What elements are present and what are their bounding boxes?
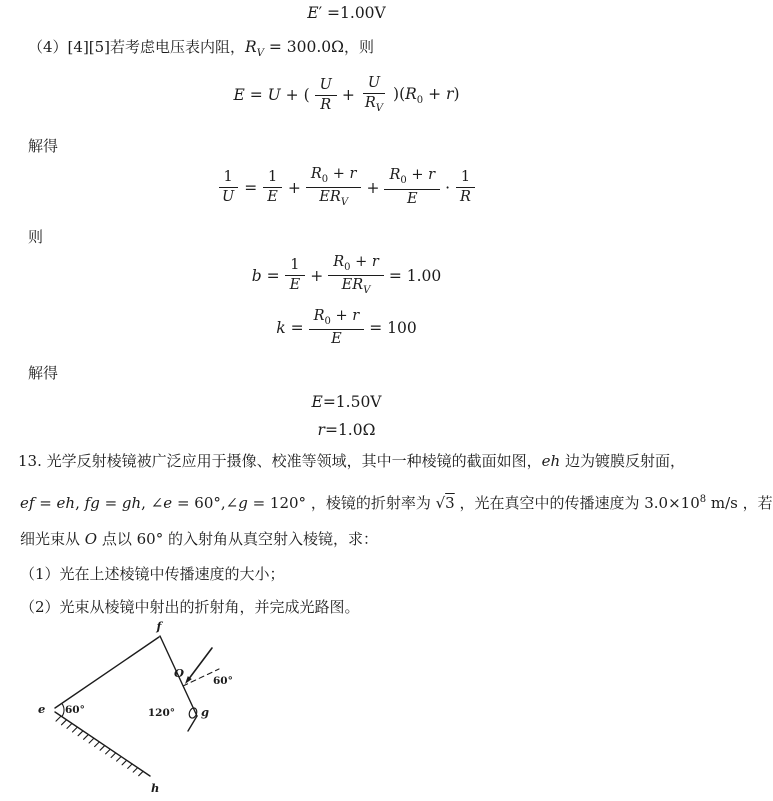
fraction	[262, 170, 283, 205]
result-internal-resistance-value: r=1.0Ω	[317, 421, 376, 439]
fraction-numerator: U	[315, 78, 337, 96]
fraction-numerator: 1	[285, 258, 304, 276]
fraction-numerator: $R_0 + r$	[328, 255, 384, 276]
math-term: k =	[276, 319, 304, 338]
math-term: = 1.00	[388, 266, 442, 285]
fraction-denominator: R	[460, 189, 471, 206]
fraction-numerator: 1	[219, 170, 238, 188]
incident-ray	[188, 648, 212, 680]
label-then: 则	[28, 228, 44, 246]
fraction-numerator: $R_0 + r$	[309, 309, 365, 330]
mirror-hatching	[56, 717, 143, 776]
prism-diagram	[25, 614, 305, 801]
vertex-label-e: e	[38, 702, 46, 716]
prism-edge-ef	[55, 637, 159, 708]
fraction-numerator: 1	[456, 170, 475, 188]
fraction-denominator: E	[267, 189, 278, 206]
eq-e-prime-result: E′ =1.00V	[307, 4, 386, 22]
fraction-denominator: $ER_V$	[319, 189, 349, 209]
fraction-numerator: 1	[263, 170, 282, 188]
label-solve-1: 解得	[28, 137, 59, 155]
fraction-denominator: R	[320, 96, 332, 113]
fraction-numerator: U	[363, 76, 385, 94]
math-term: +	[341, 86, 355, 105]
fraction-numerator: $R_0 + r$	[384, 168, 440, 189]
fraction-denominator: U	[222, 189, 235, 206]
math-term: = 100	[369, 319, 417, 338]
angle-label-incidence-60: 60°	[213, 675, 233, 687]
math-term: E = U + (	[233, 86, 310, 105]
prism-edge-eh-mirror	[55, 712, 150, 776]
line4-text-post: ，则	[344, 38, 375, 56]
formula-slope-k	[0, 309, 693, 348]
fraction-denominator: E	[406, 190, 418, 207]
fraction-denominator: E	[331, 331, 342, 348]
angle-arc-e	[62, 704, 64, 716]
fraction	[384, 168, 440, 207]
question-13-item-1: （1）光在上述棱镜中传播速度的大小；	[20, 565, 285, 583]
fraction	[360, 76, 388, 115]
point-label-o: O	[173, 666, 185, 680]
vertex-label-h: h	[151, 781, 160, 795]
vertex-label-f: f	[156, 619, 162, 633]
angle-label-e-60: 60°	[65, 704, 85, 716]
question-13-item-2: （2）光束从棱镜中射出的折射角，并完成光路图。	[20, 598, 360, 616]
formula-emf-equation	[0, 76, 693, 115]
fraction	[315, 78, 337, 113]
line-consider-voltmeter-resistance	[28, 36, 374, 65]
fraction	[306, 167, 362, 209]
fraction-numerator: $R_0 + r$	[306, 167, 362, 188]
formula-intercept-b	[0, 255, 693, 297]
line4-text-pre: （4）[4][5]若考虑电压表内阻，	[28, 38, 246, 56]
fraction-denominator: $R_V$	[364, 95, 384, 115]
fraction-denominator: $ER_V$	[341, 277, 371, 297]
question-13-line-1: 13. 光学反射棱镜被广泛应用于摄像、校准等领域，其中一种棱镜的截面如图，eh 边为镀膜反射面，	[18, 452, 685, 470]
fraction-denominator: E	[289, 277, 301, 294]
line4-math-rv: $R_V = 300.0\Omega$	[245, 38, 345, 60]
question-13-line-3: 细光束从 O 点以 60° 的入射角从真空射入棱镜，求：	[20, 530, 378, 548]
math-term: b =	[251, 266, 280, 285]
vertex-label-g: g	[201, 705, 210, 719]
formula-reciprocal-u	[0, 166, 693, 209]
math-term: +	[310, 266, 324, 285]
question-13-line-2: ef = eh, fg = gh, ∠e = 60°,∠g = 120° ，棱镜的折射率为 √3 ，光在真空中的传播速度为 $3.0\times 10^8$ m/s ，若	[20, 494, 773, 512]
math-term: ·	[445, 178, 451, 197]
angle-label-g-120: 120°	[147, 707, 175, 719]
fraction	[309, 309, 365, 348]
math-term: )$(R_0 + r)$	[393, 84, 460, 106]
math-term: =	[244, 178, 258, 197]
fraction	[285, 258, 306, 293]
fraction	[328, 255, 384, 297]
math-term: +	[287, 178, 301, 197]
result-emf-value: E=1.50V	[311, 393, 382, 411]
label-solve-2: 解得	[28, 364, 59, 382]
math-term: +	[366, 178, 380, 197]
fraction	[217, 170, 239, 205]
fraction	[455, 170, 476, 205]
